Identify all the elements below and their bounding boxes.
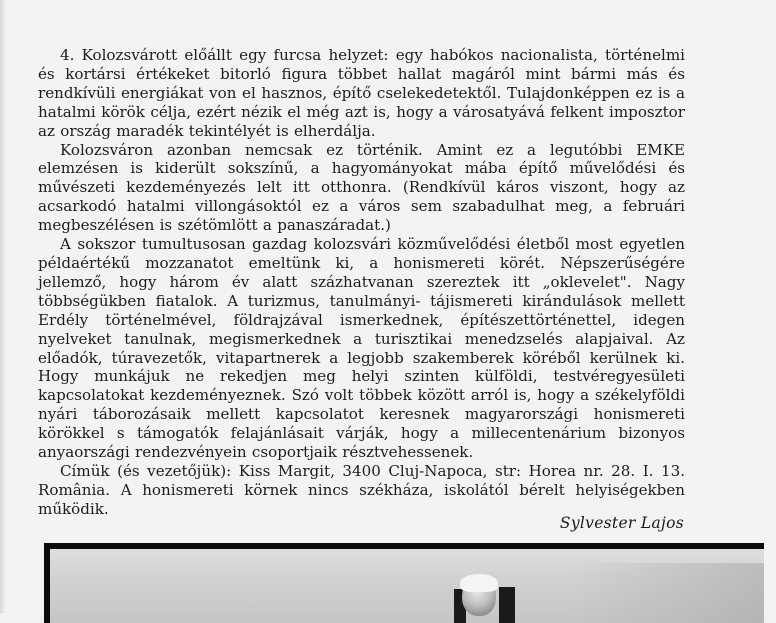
photo-figure-shoulder-right [499,587,515,623]
paragraph-point-4: 4. Kolozsvárott előállt egy furcsa helyzet: egy habókos nacionalista, történelmi és kortársi értékeket bitorló figura többet hallat magáról mint bármi más és rendkívüli energiákat von el hasznos, építő cselekedetektől. Tulajdonképpen ez is a hatalmi körök célja, ezért nézik el még azt is, hogy a városatyává felkent imposztor az ország maradék tekintélyét is elherdálja. [38,46,685,140]
paragraph-honismereti-kor: A sokszor tumultusosan gazdag kolozsvári közművelődési életből most egyetlen példaértékű mozzanatot emeltünk ki, a honismereti körét. Népszerűségére jellemző, hogy három év alatt százhatvanan szereztek itt „oklevelet". Nagy többségükben fiatalok. A turizmus, tanulmányi- tájismereti kirándulások mellett Erdély történelmével, földrajzával ismerkednek, építészettörténettel, idegen nyelveket tanulnak, megismerkednek a turisztikai menedzselés alapjaival. Az előadók, túravezetők, vitapartnerek a legjobb szakemberek köréből kerülnek ki. Hogy munkájuk ne rekedjen meg helyi szinten külföldi, testvéregyesületi kapcsolatokat kezdeményeznek. Szó volt többek között arról is, hogy a székelyföldi nyári táborozásaik mellett kapcsolatot keresnek magyarországi honismereti körökkel s támogatók felajánlásait várják, hogy a millecentenárium bizonyos anyaországi rendezvényein csoportjaik résztvehessenek. [38,235,685,462]
author-signature: Sylvester Lajos [559,514,684,532]
photo-shading [564,563,764,623]
scan-edge-shadow [0,0,6,613]
paragraph-kolozsvar: Kolozsváron azonban nemcsak ez történik. Amint ez a legutóbbi EMKE elemzésen is kiderült sokszínű, a hagyományokat mába építő művelődési és művészeti kezdeményezés lelt itt otthonra. (Rendkívül káros viszont, hogy az acsarkodó hatalmi villongásoktól ez a város sem szabadulhat meg, a februári megbeszélésen is szétömlött a panaszáradat.) [38,140,685,235]
paragraph-contact-address: Címük (és vezetőjük): Kiss Margit, 3400 Cluj-Napoca, str: Horea nr. 28. I. 13. România. A honismereti körnek nincs székháza, iskolától bérelt helyiségekben működik. [38,461,685,518]
article-body [38,46,685,519]
photograph [44,543,764,623]
photo-person-hair [460,574,498,592]
